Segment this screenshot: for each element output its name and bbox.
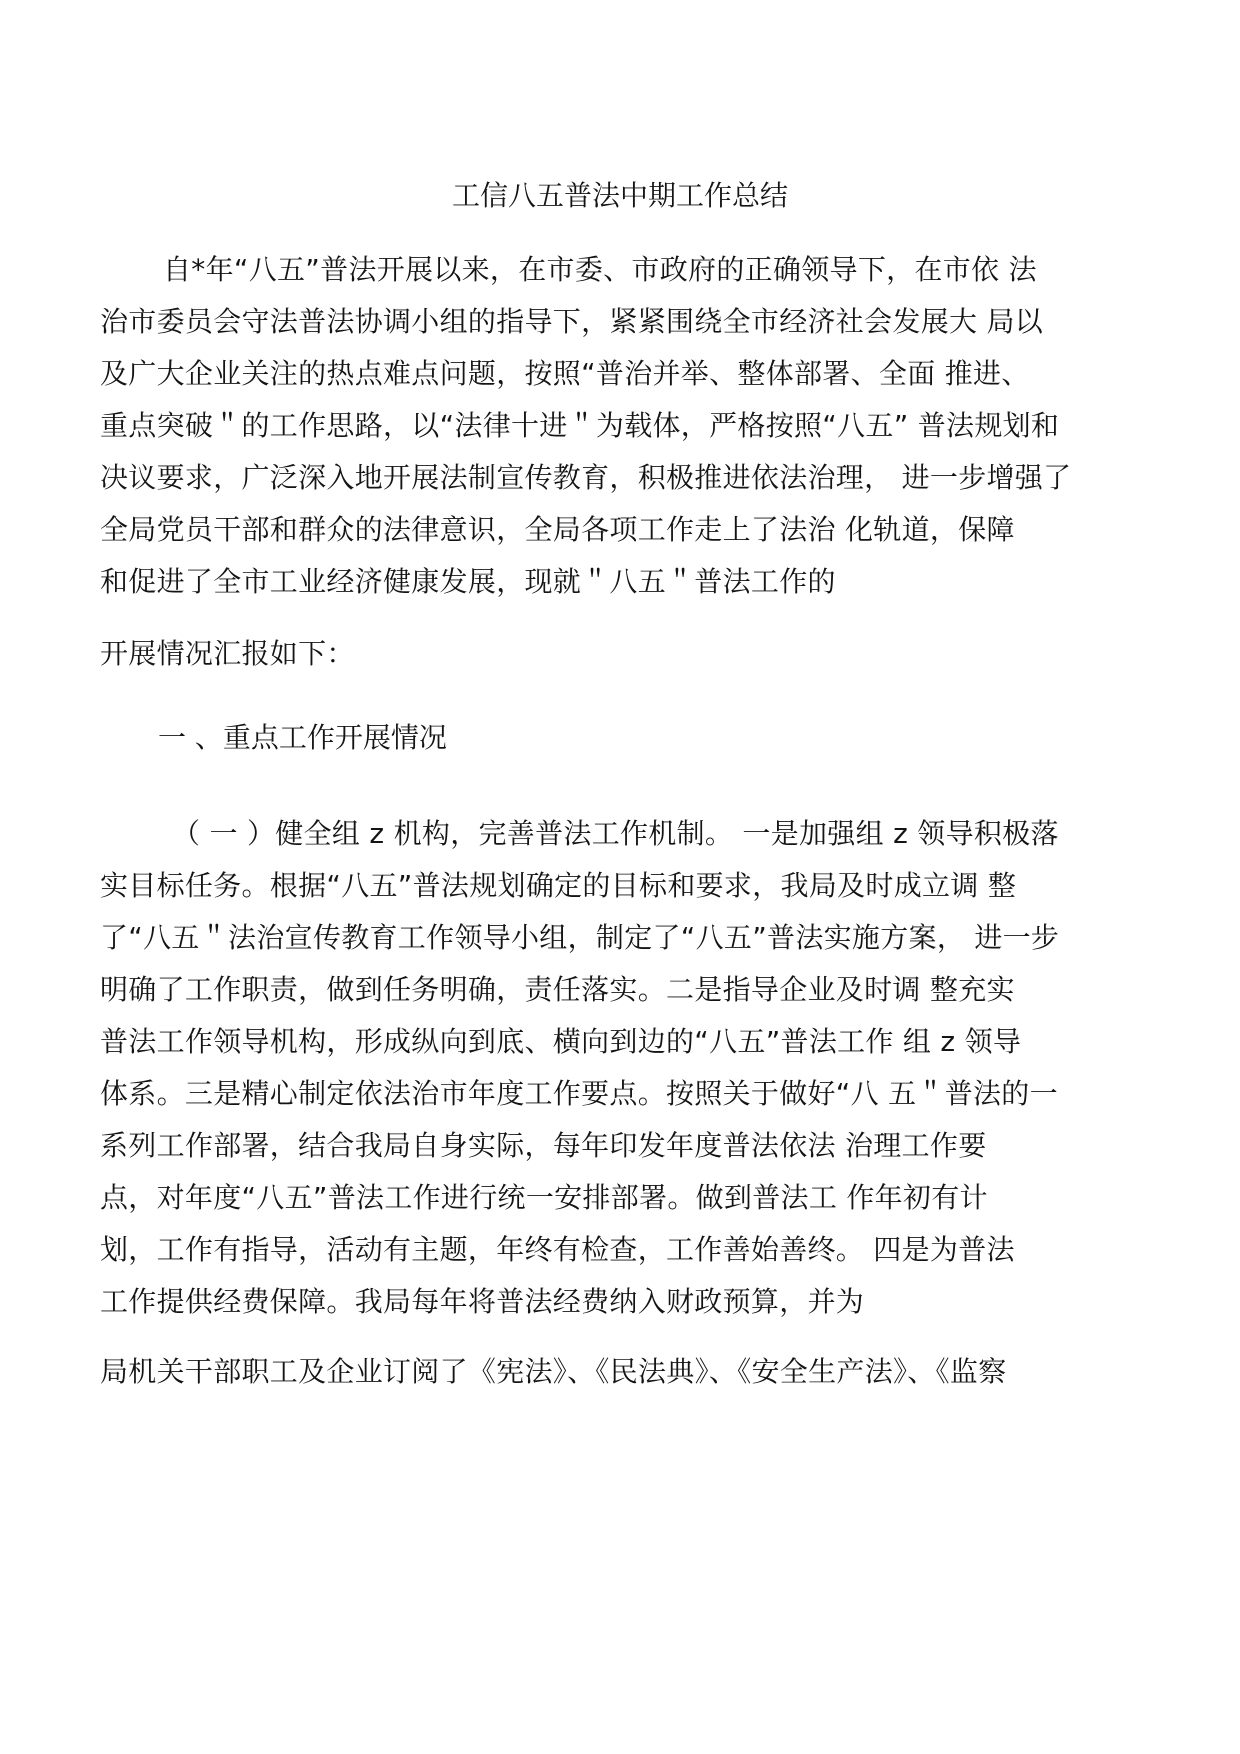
intro-line: 治市委员会守法普法协调小组的指导下，紧紧围绕全市经济社会发展大 局以	[100, 305, 1044, 338]
subsection-line: 体系。三是精心制定依法治市年度工作要点。按照关于做好“八 五＂普法的一	[100, 1077, 1058, 1110]
intro-line: 和促进了全市工业经济健康发展，现就＂八五＂普法工作的	[100, 565, 836, 598]
subsection-line: 局机关干部职工及企业订阅了《宪法》、《民法典》、《安全生产法》、《监察	[100, 1355, 1007, 1388]
subsection-line: 实目标任务。根据“八五”普法规划确定的目标和要求，我局及时成立调 整	[100, 869, 1017, 902]
subsection-line: 明确了工作职责，做到任务明确，责任落实。二是指导企业及时调 整充实	[100, 973, 1015, 1006]
subsection-line: 划，工作有指导，活动有主题，年终有检查，工作善始善终。 四是为普法	[100, 1233, 1015, 1266]
intro-line: 自*年“八五”普法开展以来，在市委、市政府的正确领导下，在市依 法	[163, 253, 1037, 286]
intro-line: 开展情况汇报如下：	[100, 637, 355, 670]
subsection-line: （ 一 ）健全组 z 机构，完善普法工作机制。 一是加强组 z 领导积极落	[172, 817, 1059, 850]
intro-line: 重点突破＂的工作思路，以“法律十进＂为载体，严格按照“八五” 普法规划和	[100, 409, 1060, 442]
intro-line: 及广大企业关注的热点难点问题，按照“普治并举、整体部署、全面 推进、	[100, 357, 1030, 390]
subsection-line: 系列工作部署，结合我局自身实际，每年印发年度普法依法 治理工作要	[100, 1129, 987, 1162]
subsection-line: 普法工作领导机构，形成纵向到底、横向到边的“八五”普法工作 组 z 领导	[100, 1025, 1022, 1058]
subsection-line: 了“八五＂法治宣传教育工作领导小组，制定了“八五”普法实施方案， 进一步	[100, 921, 1060, 954]
subsection-line: 点，对年度“八五”普法工作进行统一安排部署。做到普法工 作年初有计	[100, 1181, 988, 1214]
intro-line: 决议要求，广泛深入地开展法制宣传教育，积极推进依法治理， 进一步增强了	[100, 461, 1072, 494]
document-title: 工信八五普法中期工作总结	[451, 179, 788, 212]
intro-line: 全局党员干部和群众的法律意识，全局各项工作走上了法治 化轨道，保障	[100, 513, 1015, 546]
subsection-line: 工作提供经费保障。我局每年将普法经费纳入财政预算，并为	[100, 1285, 865, 1318]
section-heading: 一 、重点工作开展情况	[158, 721, 447, 754]
